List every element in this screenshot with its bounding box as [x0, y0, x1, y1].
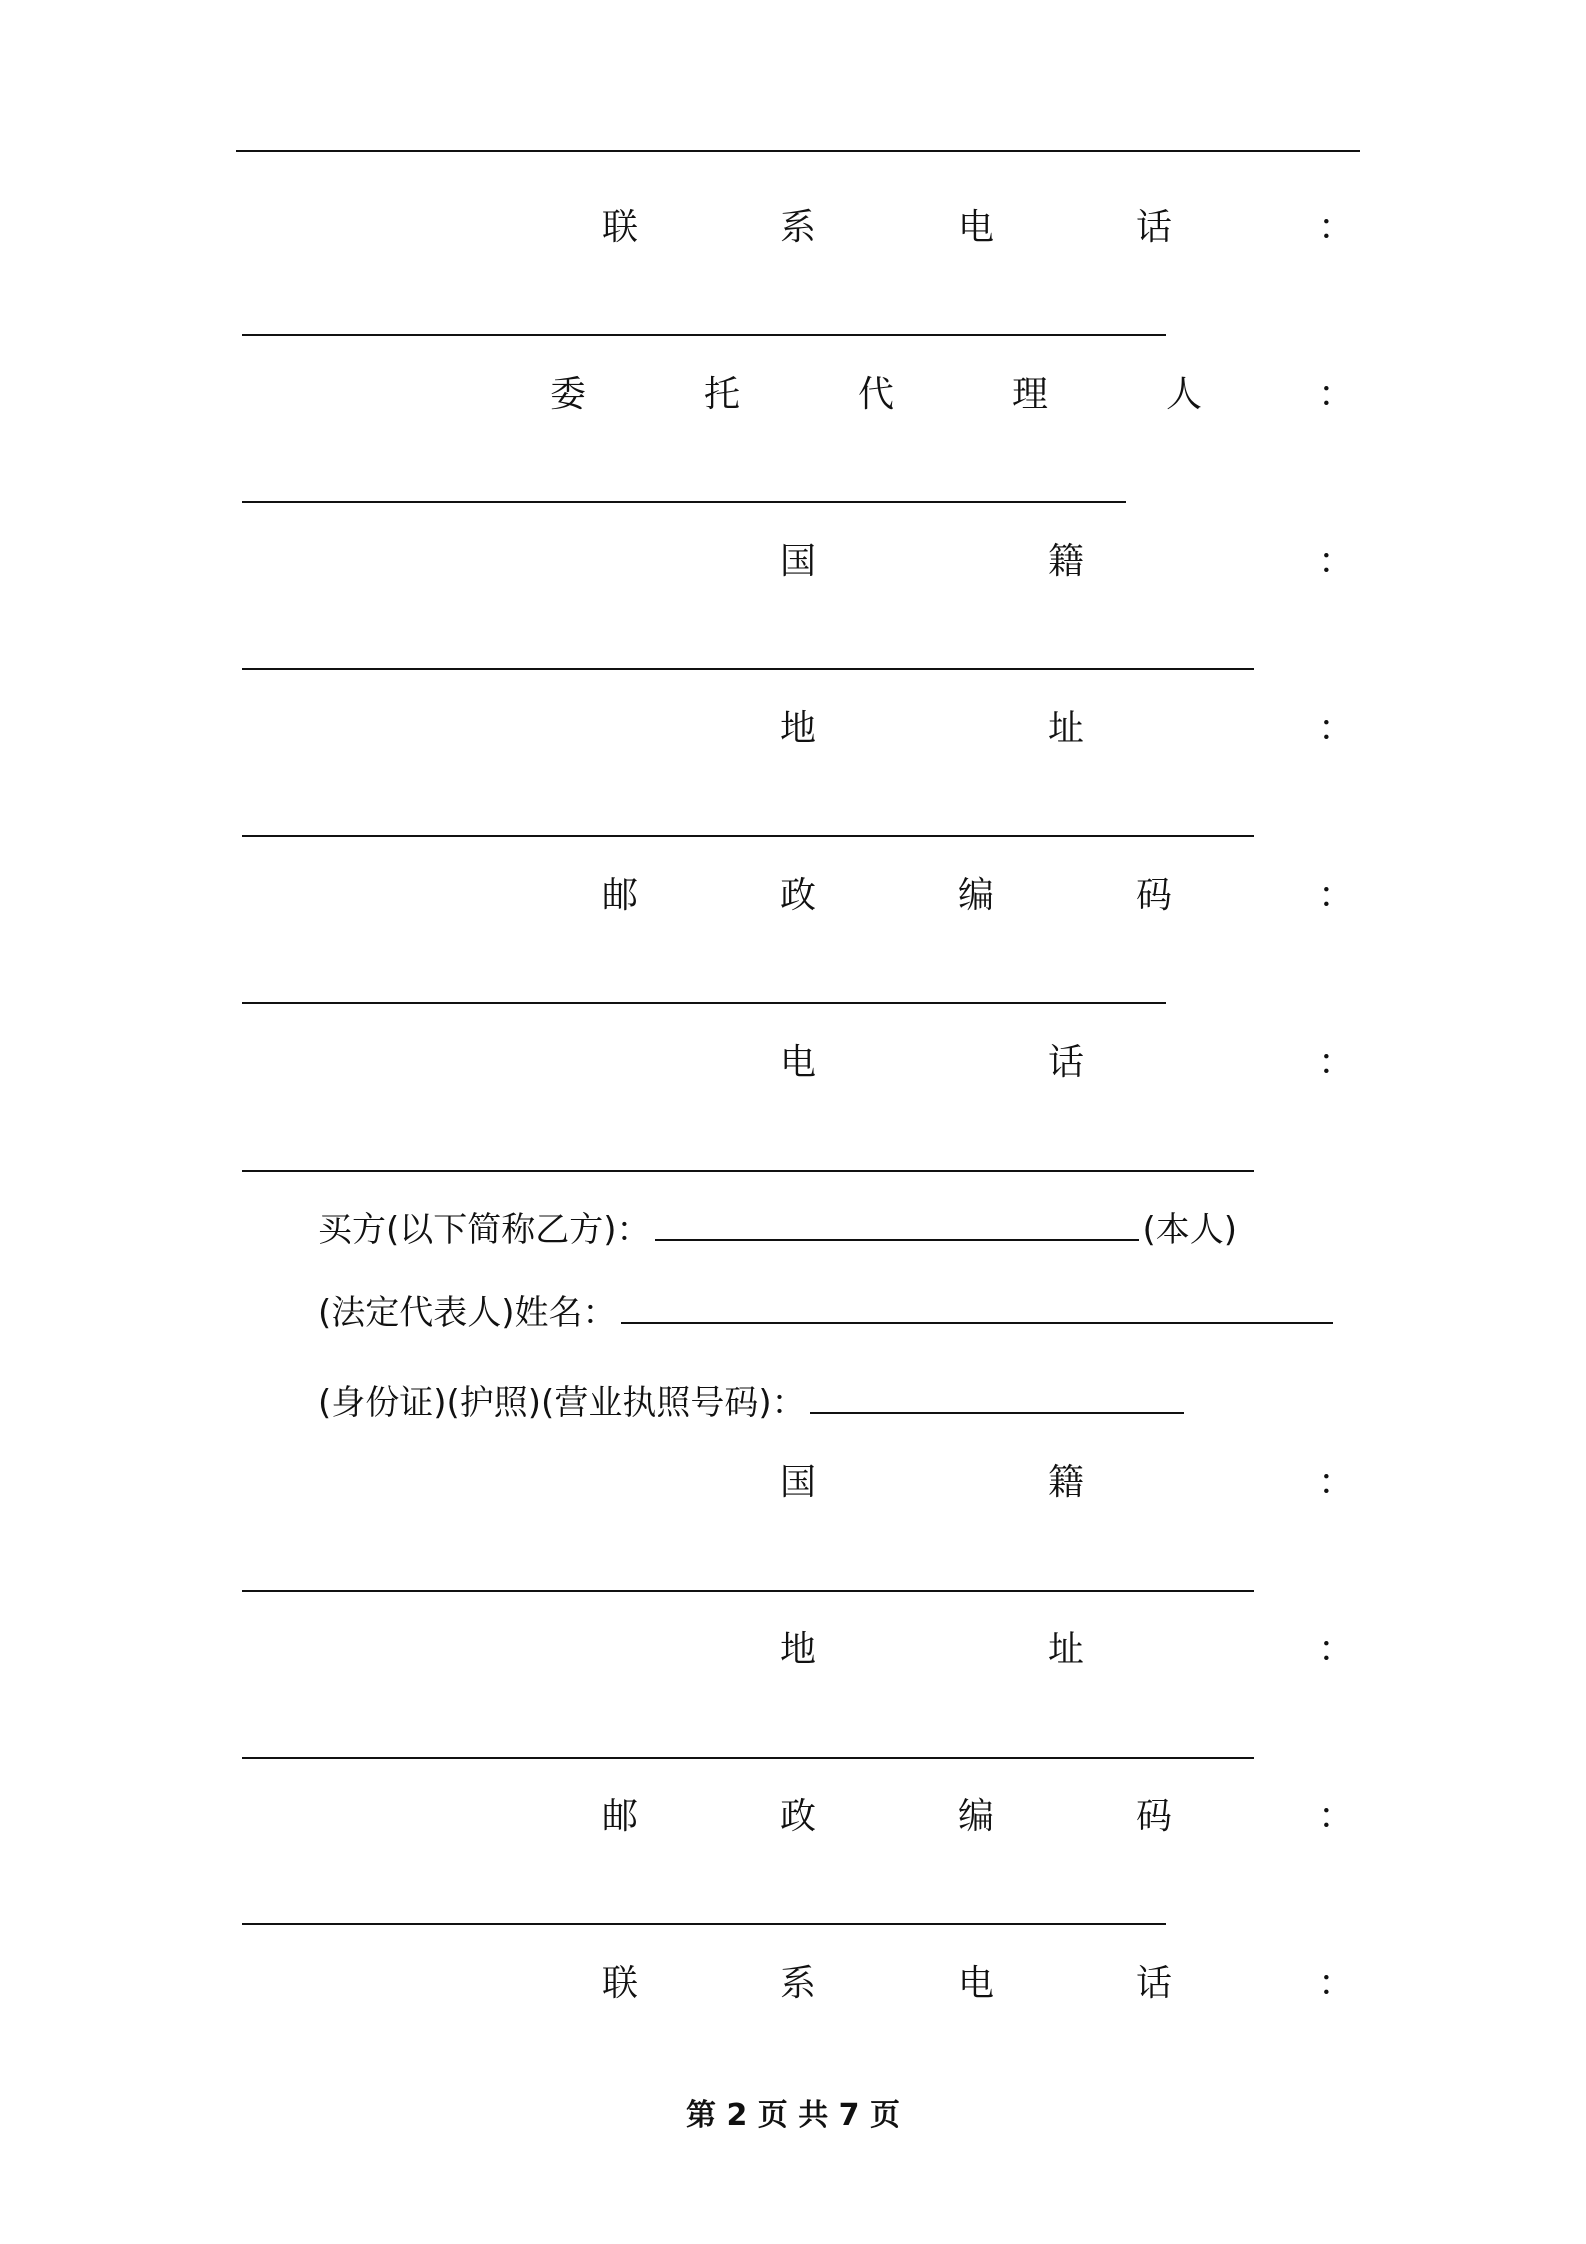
id-number-label: (身份证)(护照)(营业执照号码)： — [318, 1383, 806, 1423]
label-char: 编 — [957, 1796, 994, 1837]
label-char: 邮 — [601, 875, 638, 916]
blank-line-agent[interactable] — [242, 501, 1126, 503]
label-colon: ： — [1318, 1462, 1355, 1503]
label-char: 话 — [1135, 1963, 1172, 2004]
label-colon: ： — [1318, 875, 1355, 916]
label-char: 编 — [957, 875, 994, 916]
buyer-suffix: (本人) — [1142, 1210, 1238, 1250]
label-char: 地 — [779, 708, 816, 749]
label-colon: ： — [1318, 1629, 1355, 1670]
blank-line-phone-seller[interactable] — [242, 1170, 1254, 1172]
label-char: 系 — [779, 1963, 816, 2004]
blank-line-postcode-seller[interactable] — [242, 1002, 1166, 1004]
label-colon: ： — [1318, 207, 1355, 248]
label-char: 国 — [779, 541, 816, 582]
label-colon: ： — [1318, 1963, 1355, 2004]
buyer-label: 买方(以下简称乙方)： — [318, 1210, 651, 1250]
label-char: 码 — [1135, 1796, 1172, 1837]
id-number-line — [318, 1373, 1188, 1433]
label-char: 代 — [857, 374, 894, 415]
buyer-line — [318, 1200, 1237, 1260]
label-char: 话 — [1047, 1042, 1084, 1083]
label-colon: ： — [1318, 374, 1355, 415]
label-colon: ： — [1318, 1042, 1355, 1083]
label-char: 政 — [779, 1796, 816, 1837]
label-char: 电 — [957, 1963, 994, 2004]
label-char: 联 — [601, 207, 638, 248]
top-divider — [236, 150, 1360, 152]
label-char: 联 — [601, 1963, 638, 2004]
label-colon: ： — [1318, 708, 1355, 749]
id-number-blank[interactable] — [810, 1388, 1184, 1414]
label-char: 话 — [1135, 207, 1172, 248]
label-char: 系 — [779, 207, 816, 248]
blank-line-contact-phone-seller[interactable] — [242, 334, 1166, 336]
page-number-footer: 第 2 页 共 7 页 — [686, 2098, 900, 2133]
label-colon: ： — [1318, 1796, 1355, 1837]
label-char: 政 — [779, 875, 816, 916]
blank-line-nationality-seller[interactable] — [242, 668, 1254, 670]
legal-rep-line — [318, 1283, 1337, 1343]
label-char: 国 — [779, 1462, 816, 1503]
blank-line-nationality-buyer[interactable] — [242, 1590, 1254, 1592]
label-char: 码 — [1135, 875, 1172, 916]
buyer-name-blank[interactable] — [655, 1215, 1139, 1241]
label-char: 地 — [779, 1629, 816, 1670]
label-char: 委 — [549, 374, 586, 415]
blank-line-postcode-buyer[interactable] — [242, 1923, 1166, 1925]
label-char: 理 — [1011, 374, 1048, 415]
label-char: 电 — [779, 1042, 816, 1083]
label-colon: ： — [1318, 541, 1355, 582]
blank-line-address-buyer[interactable] — [242, 1757, 1254, 1759]
label-char: 址 — [1047, 708, 1084, 749]
label-char: 籍 — [1047, 1462, 1084, 1503]
label-char: 托 — [703, 374, 740, 415]
label-char: 邮 — [601, 1796, 638, 1837]
legal-rep-name-blank[interactable] — [621, 1298, 1333, 1324]
label-char: 籍 — [1047, 541, 1084, 582]
blank-line-address-seller[interactable] — [242, 835, 1254, 837]
label-char: 人 — [1165, 374, 1202, 415]
label-char: 电 — [957, 207, 994, 248]
legal-rep-label: (法定代表人)姓名： — [318, 1293, 617, 1333]
label-char: 址 — [1047, 1629, 1084, 1670]
